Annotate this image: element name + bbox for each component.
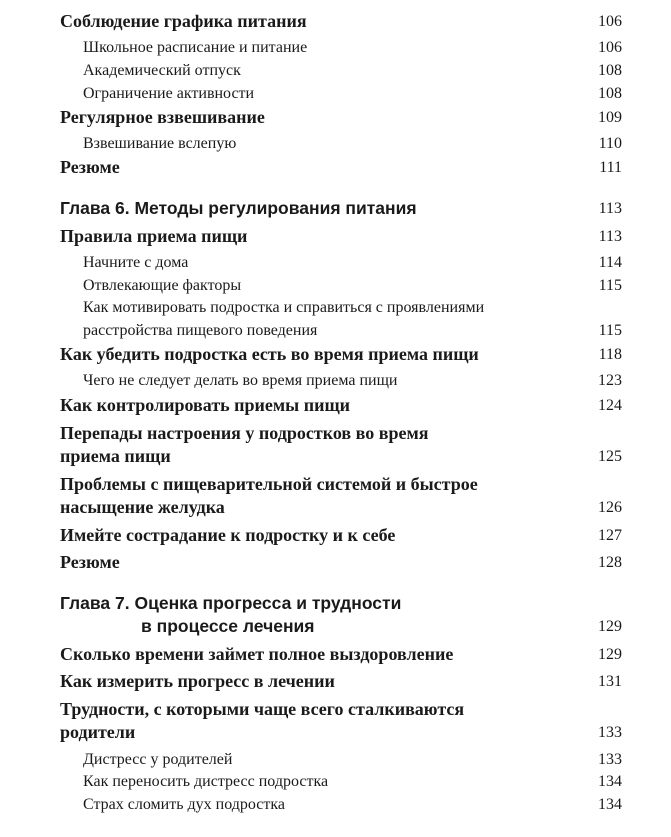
page-number: 113 bbox=[598, 200, 622, 217]
entry-title: Как убедить подростка есть во время приема пищи bbox=[60, 344, 479, 364]
entry-title: Дистресс у родителей bbox=[83, 751, 233, 768]
entry-title-line-2: родители bbox=[60, 722, 136, 742]
page-number: 111 bbox=[599, 159, 622, 176]
page-number: 133 bbox=[598, 724, 622, 741]
entry-title-line-1: Как мотивировать подростка и справиться с проявлениями bbox=[83, 299, 485, 316]
entry-title: Школьное расписание и питание bbox=[83, 39, 308, 56]
page-number: 124 bbox=[598, 397, 622, 414]
chapter-title-line-2: в процессе лечения bbox=[141, 616, 315, 636]
page-number: 134 bbox=[598, 773, 622, 790]
entry-title: Резюме bbox=[60, 552, 120, 572]
entry-title: Регулярное взвешивание bbox=[60, 107, 265, 127]
entry-title-line-2: расстройства пищевого поведения bbox=[83, 322, 318, 339]
entry-title: Резюме bbox=[60, 157, 120, 177]
entry-title-line-1: Проблемы с пищеварительной системой и быстрое bbox=[60, 474, 478, 494]
entry-title: Взвешивание вслепую bbox=[83, 135, 237, 152]
page-number: 108 bbox=[598, 62, 622, 79]
page-number: 125 bbox=[598, 448, 622, 465]
page-number: 106 bbox=[598, 39, 622, 56]
page-number: 109 bbox=[598, 109, 622, 126]
entry-title: Ограничение активности bbox=[83, 85, 255, 102]
entry-title: Как контролировать приемы пищи bbox=[60, 395, 351, 415]
page-number: 113 bbox=[598, 228, 622, 245]
chapter-title-line-1: Глава 7. Оценка прогресса и трудности bbox=[60, 593, 402, 613]
page-number: 127 bbox=[598, 527, 622, 544]
entry-title: Имейте сострадание к подростку и к себе bbox=[60, 525, 396, 545]
page-number: 133 bbox=[598, 751, 622, 768]
page-number: 118 bbox=[598, 346, 622, 363]
entry-title: Академический отпуск bbox=[83, 62, 241, 79]
page-number: 110 bbox=[598, 135, 622, 152]
page-number: 129 bbox=[598, 618, 622, 635]
entry-title: Как переносить дистресс подростка bbox=[83, 773, 329, 790]
entry-title: Правила приема пищи bbox=[60, 226, 248, 246]
entry-title: Сколько времени займет полное выздоровление bbox=[60, 644, 454, 664]
page-number: 115 bbox=[598, 322, 622, 339]
page-number: 128 bbox=[598, 554, 622, 571]
page-number: 106 bbox=[598, 13, 622, 30]
entry-title: Страх сломить дух подростка bbox=[83, 796, 286, 813]
entry-title-line-2: приема пищи bbox=[60, 446, 171, 466]
entry-title-line-1: Трудности, с которыми чаще всего сталкиваются bbox=[60, 699, 465, 719]
entry-title: Как измерить прогресс в лечении bbox=[60, 671, 335, 691]
page-number: 126 bbox=[598, 499, 622, 516]
page-number: 114 bbox=[598, 254, 622, 271]
entry-title: Соблюдение графика питания bbox=[60, 11, 307, 31]
page-number: 115 bbox=[598, 277, 622, 294]
entry-title: Чего не следует делать во время приема пищи bbox=[83, 372, 398, 389]
page-number: 108 bbox=[598, 85, 622, 102]
page-number: 129 bbox=[598, 646, 622, 663]
page-number: 123 bbox=[598, 372, 622, 389]
page-number: 131 bbox=[598, 673, 622, 690]
entry-title-line-2: насыщение желудка bbox=[60, 497, 225, 517]
entry-title: Начните с дома bbox=[83, 254, 189, 271]
entry-title: Отвлекающие факторы bbox=[83, 277, 242, 294]
page-number: 134 bbox=[598, 796, 622, 813]
entry-title-line-1: Перепады настроения у подростков во время bbox=[60, 423, 429, 443]
chapter-title: Глава 6. Методы регулирования питания bbox=[60, 198, 417, 218]
